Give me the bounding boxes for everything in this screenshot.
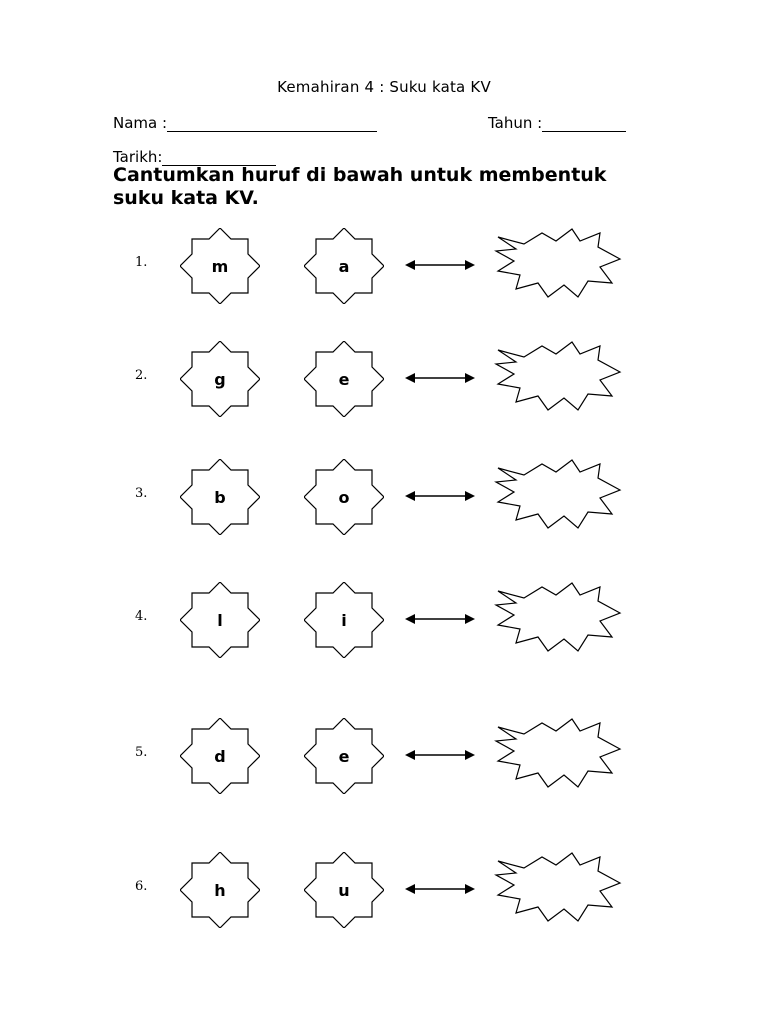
exercise-row bbox=[0, 368, 768, 468]
answer-burst[interactable] bbox=[494, 227, 624, 301]
exercise-row bbox=[0, 745, 768, 845]
nama-field[interactable] bbox=[113, 114, 377, 132]
item-number: 5. bbox=[135, 745, 148, 760]
vowel-star bbox=[304, 341, 384, 421]
consonant-letter: h bbox=[214, 880, 226, 900]
vowel-letter: o bbox=[338, 487, 350, 507]
vowel-letter: e bbox=[338, 746, 350, 766]
consonant-letter: l bbox=[217, 610, 223, 630]
double-arrow-icon bbox=[405, 488, 475, 504]
vowel-star bbox=[304, 459, 384, 539]
consonant-star bbox=[180, 228, 260, 308]
exercise-row bbox=[0, 486, 768, 586]
consonant-letter: m bbox=[211, 256, 229, 276]
vowel-letter: a bbox=[338, 256, 350, 276]
answer-burst[interactable] bbox=[494, 717, 624, 791]
consonant-letter: b bbox=[214, 487, 226, 507]
item-number: 4. bbox=[135, 609, 148, 624]
answer-burst[interactable] bbox=[494, 340, 624, 414]
consonant-star bbox=[180, 582, 260, 662]
vowel-star bbox=[304, 582, 384, 662]
vowel-star bbox=[304, 718, 384, 798]
vowel-letter: i bbox=[341, 610, 347, 630]
answer-burst[interactable] bbox=[494, 458, 624, 532]
double-arrow-icon bbox=[405, 611, 475, 627]
vowel-star bbox=[304, 228, 384, 308]
vowel-letter: u bbox=[338, 880, 350, 900]
answer-burst[interactable] bbox=[494, 581, 624, 655]
item-number: 3. bbox=[135, 486, 148, 501]
consonant-star bbox=[180, 341, 260, 421]
consonant-star bbox=[180, 459, 260, 539]
item-number: 1. bbox=[135, 255, 148, 270]
double-arrow-icon bbox=[405, 881, 475, 897]
exercise-row bbox=[0, 879, 768, 979]
tahun-field[interactable] bbox=[488, 114, 626, 132]
nama-label: Nama : bbox=[113, 114, 168, 132]
consonant-star bbox=[180, 852, 260, 932]
instruction-text: Cantumkan huruf di bawah untuk membentuk suku kata KV. bbox=[113, 164, 607, 209]
answer-burst[interactable] bbox=[494, 851, 624, 925]
exercise-row bbox=[0, 609, 768, 709]
consonant-letter: d bbox=[214, 746, 226, 766]
vowel-star bbox=[304, 852, 384, 932]
nama-blank-line[interactable] bbox=[167, 117, 377, 132]
consonant-star bbox=[180, 718, 260, 798]
double-arrow-icon bbox=[405, 747, 475, 763]
tarikh-label: Tarikh: bbox=[113, 148, 163, 166]
item-number: 2. bbox=[135, 368, 148, 383]
vowel-letter: e bbox=[338, 369, 350, 389]
consonant-letter: g bbox=[214, 369, 226, 389]
double-arrow-icon bbox=[405, 370, 475, 386]
tahun-label: Tahun : bbox=[488, 114, 543, 132]
exercise-row bbox=[0, 255, 768, 355]
tahun-blank-line[interactable] bbox=[542, 117, 626, 132]
worksheet-title: Kemahiran 4 : Suku kata KV bbox=[277, 78, 491, 96]
double-arrow-icon bbox=[405, 257, 475, 273]
item-number: 6. bbox=[135, 879, 148, 894]
